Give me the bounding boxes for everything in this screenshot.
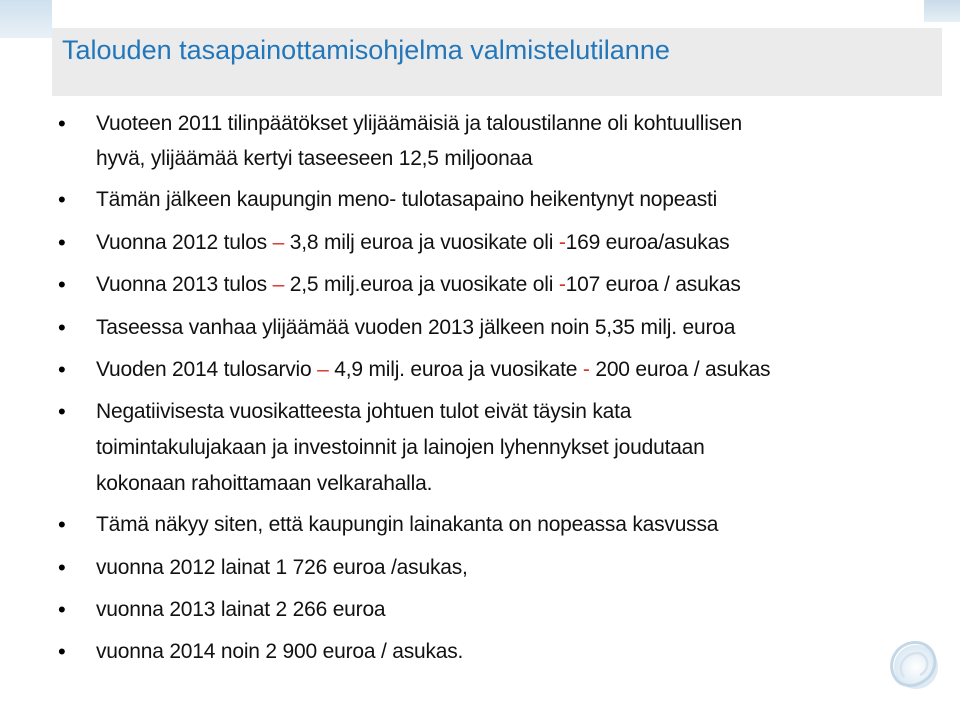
red-dash: – <box>317 358 329 381</box>
list-item-text: kokonaan rahoittamaan velkarahalla. <box>96 472 433 495</box>
list-item-text-part: Vuonna 2013 tulos <box>96 273 273 296</box>
bullet-glyph: • <box>58 272 66 297</box>
list-item-text <box>96 352 770 388</box>
list-item-text: Tämä näkyy siten, että kaupungin lainakanta on nopeassa kasvussa <box>96 513 719 536</box>
list-item-text-part: 4,9 milj. euroa ja vuosikate <box>328 358 583 381</box>
swirl-decoration-icon <box>876 627 946 697</box>
list-item-text: hyvä, ylijäämää kertyi taseeseen 12,5 miljoonaa <box>96 147 533 170</box>
red-minus: - <box>558 231 566 254</box>
list-item-text: Tämän jälkeen kaupungin meno- tulotasapaino heikentynyt nopeasti <box>96 188 718 211</box>
slide-title: Talouden tasapainottamisohjelma valmistelutilanne <box>62 35 670 65</box>
bullet-glyph: • <box>58 187 66 212</box>
bullet-glyph: • <box>58 555 66 580</box>
red-dash: – <box>272 231 285 254</box>
list-item-text-part: 169 euroa/asukas <box>565 231 730 254</box>
list-item-text-part: 107 euroa / asukas <box>565 273 741 296</box>
red-minus: - <box>582 358 590 381</box>
bullet-glyph: • <box>58 230 66 255</box>
list-item-text-part: Vuonna 2012 tulos <box>96 231 273 254</box>
list-item-text: Negatiivisesta vuosikatteesta johtuen tulot eivät täysin kata <box>96 400 632 423</box>
red-dash: – <box>272 273 285 296</box>
bullet-glyph: • <box>58 512 66 537</box>
red-minus: - <box>558 273 566 296</box>
bullet-glyph: • <box>58 639 66 664</box>
list-item-text-part: 200 euroa / asukas <box>589 358 771 381</box>
list-item-text-part: 2,5 milj.euroa ja vuosikate oli <box>284 273 559 296</box>
list-item-text <box>96 267 741 303</box>
bullet-glyph: • <box>58 111 66 136</box>
list-item-text: Vuoteen 2011 tilinpäätökset ylijäämäisiä ja taloustilanne oli kohtuullisen <box>96 112 742 135</box>
list-item-text-part: 3,8 milj euroa ja vuosikate oli <box>284 231 559 254</box>
list-item-text-part: Vuoden 2014 tulosarvio <box>96 358 318 381</box>
list-item-text: toimintakulujakaan ja investoinnit ja lainojen lyhennykset joudutaan <box>96 436 705 459</box>
list-item-text: vuonna 2012 lainat 1 726 euroa /asukas, <box>96 556 468 579</box>
bullet-glyph: • <box>58 597 66 622</box>
bullet-glyph: • <box>58 357 66 382</box>
bullet-glyph: • <box>58 315 66 340</box>
bullet-glyph: • <box>58 399 66 424</box>
list-item-text <box>96 225 729 261</box>
list-item-text: Taseessa vanhaa ylijäämää vuoden 2013 jälkeen noin 5,35 milj. euroa <box>96 316 736 339</box>
list-item-text: vuonna 2014 noin 2 900 euroa / asukas. <box>96 640 464 663</box>
list-item-text: vuonna 2013 lainat 2 266 euroa <box>96 598 386 621</box>
